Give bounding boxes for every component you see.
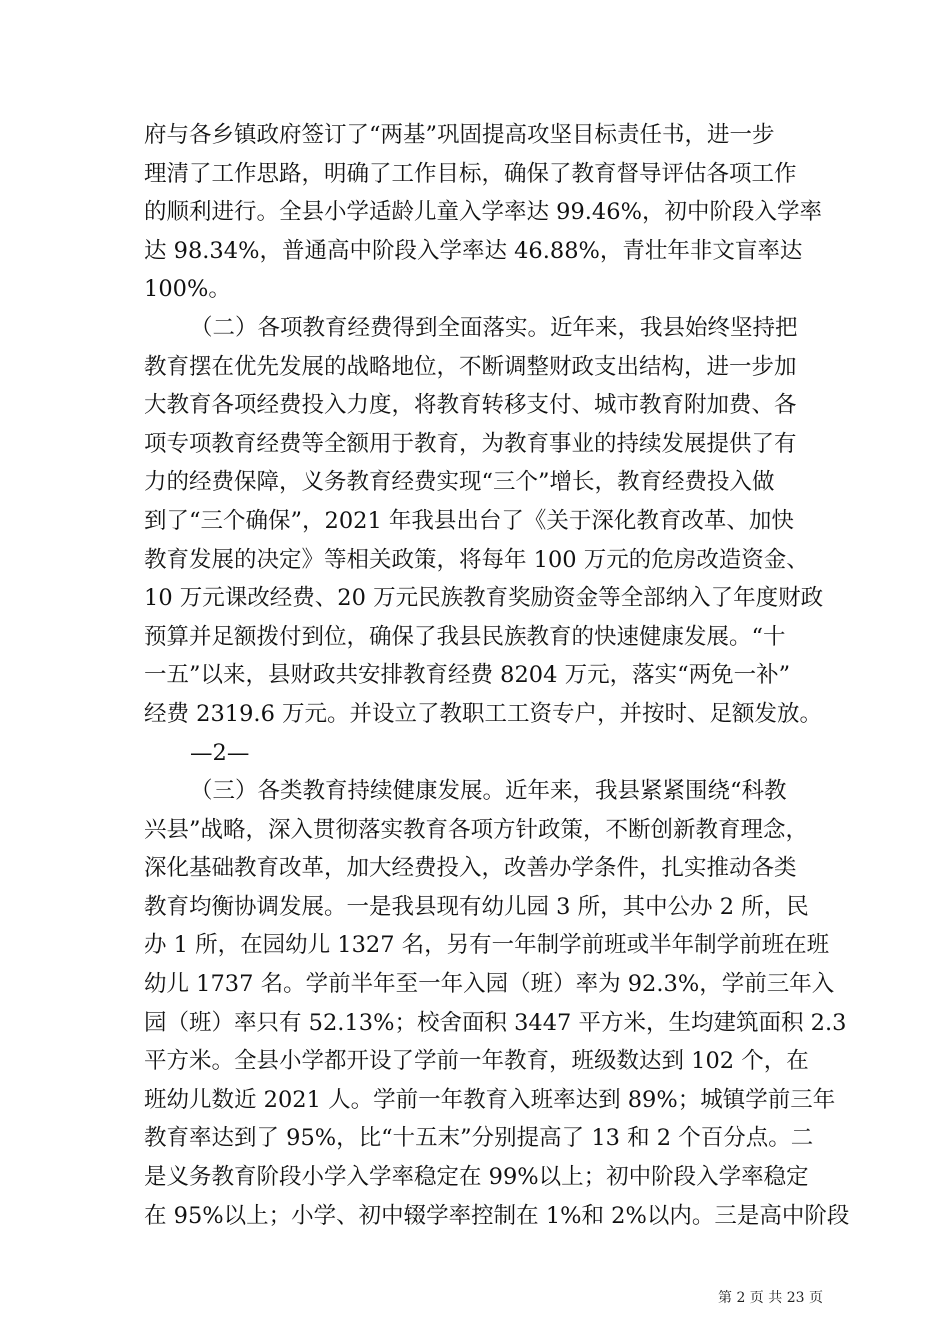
paragraph-line: 教育率达到了 95%，比“十五末”分别提高了 13 和 2 个百分点。二 [144, 1125, 814, 1152]
page-footer-label: 第 2 页 共 23 页 [718, 1290, 823, 1306]
paragraph-line: 教育摆在优先发展的战略地位，不断调整财政支出结构，进一步加 [144, 353, 797, 380]
inline-page-mark: —2— [190, 739, 250, 766]
paragraph-line: 一五”以来，县财政共安排教育经费 8204 万元，落实“两免一补” [144, 662, 791, 689]
paragraph-line: 是义务教育阶段小学入学率稳定在 99%以上；初中阶段入学率稳定 [144, 1164, 809, 1191]
paragraph-line: 园（班）率只有 52.13%；校舍面积 3447 平方米，生均建筑面积 2.3 [144, 1009, 847, 1036]
paragraph-line: 教育发展的决定》等相关政策，将每年 100 万元的危房改造资金、 [144, 546, 809, 573]
paragraph-line: 10 万元课改经费、20 万元民族教育奖励资金等全部纳入了年度财政 [144, 585, 824, 612]
paragraph-line: 幼儿 1737 名。学前半年至一年入园（班）率为 92.3%，学前三年入 [144, 971, 835, 998]
paragraph-line: 兴县”战略，深入贯彻落实教育各项方针政策，不断创新教育理念， [144, 816, 809, 843]
paragraph-line: 平方米。全县小学都开设了学前一年教育，班级数达到 102 个，在 [144, 1048, 809, 1075]
paragraph-line: 预算并足额拨付到位，确保了我县民族教育的快速健康发展。“十 [144, 623, 786, 650]
paragraph-line: 理清了工作思路，明确了工作目标，确保了教育督导评估各项工作 [144, 160, 797, 187]
paragraph-line: 教育均衡协调发展。一是我县现有幼儿园 3 所，其中公办 2 所，民 [144, 893, 809, 920]
paragraph-line: 100%。 [144, 276, 231, 303]
paragraph-line: 到了“三个确保”，2021 年我县出台了《关于深化教育改革、加快 [144, 507, 794, 534]
paragraph-line: 办 1 所，在园幼儿 1327 名，另有一年制学前班或半年制学前班在班 [144, 932, 830, 959]
paragraph-line: 项专项教育经费等全额用于教育，为教育事业的持续发展提供了有 [144, 430, 797, 457]
paragraph-line: 的顺利进行。全县小学适龄儿童入学率达 99.46%，初中阶段入学率 [144, 199, 822, 226]
paragraph-first-line: （三）各类教育持续健康发展。近年来，我县紧紧围绕“科教 [190, 778, 787, 805]
paragraph-line: 府与各乡镇政府签订了“两基”巩固提高攻坚目标责任书，进一步 [144, 122, 775, 148]
paragraph-line: 在 95%以上；小学、初中辍学率控制在 1%和 2%以内。三是高中阶段 [144, 1202, 850, 1229]
paragraph-line: 大教育各项经费投入力度，将教育转移支付、城市教育附加费、各 [144, 392, 797, 419]
paragraph-line: 班幼儿数近 2021 人。学前一年教育入班率达到 89%；城镇学前三年 [144, 1086, 836, 1113]
paragraph-first-line: （二）各项教育经费得到全面落实。近年来，我县始终坚持把 [190, 314, 798, 341]
paragraph-line: 达 98.34%，普通高中阶段入学率达 46.88%，青壮年非文盲率达 [144, 237, 803, 264]
paragraph-line: 深化基础教育改革，加大经费投入，改善办学条件，扎实推动各类 [144, 855, 797, 882]
paragraph-line: 力的经费保障，义务教育经费实现“三个”增长，教育经费投入做 [144, 469, 775, 496]
paragraph-line: 经费 2319.6 万元。并设立了教职工工资专户，并按时、足额发放。 [144, 700, 823, 727]
document-body [144, 116, 850, 1235]
